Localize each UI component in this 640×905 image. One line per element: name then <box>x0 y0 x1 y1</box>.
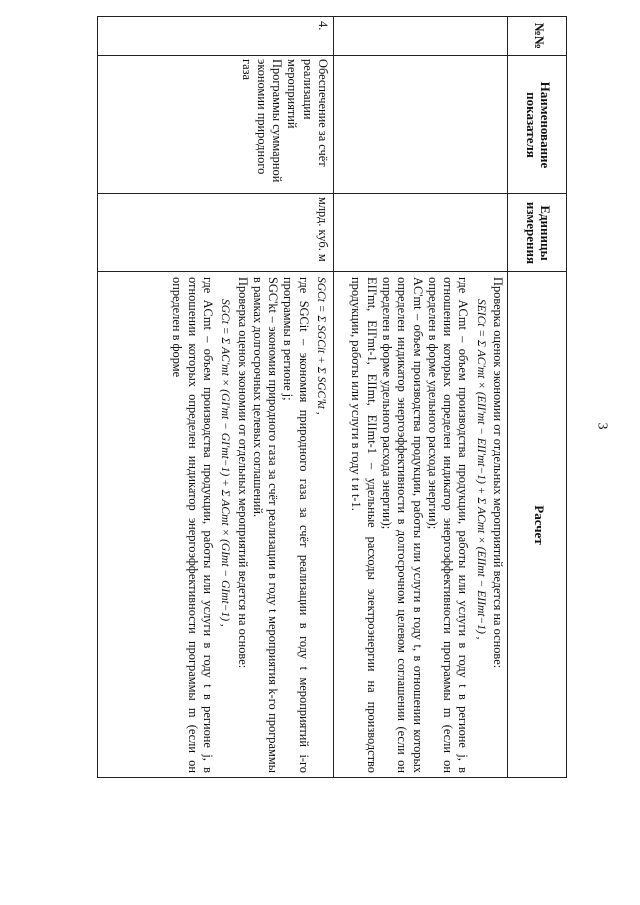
row1-formula: SEICt = Σ AC'mt × (EII'mt − EII'mt−1) + Σ ACmt × (EIImt − EIImt−1) , <box>474 299 487 640</box>
row2-num: 4. <box>316 21 330 31</box>
row2-name: Обеспечение за счёт реализации мероприятий Программы суммарной экономии природного газа <box>239 59 330 183</box>
page-number: 3 <box>594 422 610 430</box>
row2-p3: где ACmt – объем производства продукции, работы или услуги в году t в регионе j, в отношении которых определен индикатор энергоэффективности программы m (если он определен в форме <box>170 277 215 773</box>
header-unit: Единицы измерения <box>524 201 553 265</box>
row2-formula2: SGCt = Σ AC'mt × (GI'mt − GI'mt−1) + Σ ACmt × (GImt − GImt−1) , <box>219 299 232 627</box>
column-divider <box>98 55 566 56</box>
row1-p2: AC'mt – объем производства продукции, работы или услуги в году t, в отношении которых определен индикатор энергоэффективности в долгосрочном целевом соглашении (если он определен в форме удельного расхода энергии); <box>379 277 425 773</box>
row2-p2: SGC'kt – экономия природного газа за счёт реализации в году t мероприятия k-го программы в рамках долгосрочных целевых соглашений. <box>250 277 281 773</box>
indicators-table <box>97 16 567 778</box>
header-name: Наименование показателя <box>524 81 553 169</box>
rotated-table-wrapper <box>97 16 567 778</box>
row1-p1: где ACmt – объем производства продукции, работы или услуги в году t в регионе j, в отношении которых определен индикатор энергоэффективности программы m (если он определен в форме удельного расхода энергии); <box>425 277 471 773</box>
row-divider <box>333 17 334 777</box>
header-calc: Расчет <box>532 505 547 545</box>
row1-intro: Проверка оценок экономии от отдельных мероприятий ведется на основе: <box>491 277 505 669</box>
row2-p1: где SGCit – экономия природного газа за счёт реализации в году t мероприятий i-го программы в регионе j; <box>281 277 311 773</box>
row1-p3: EII'mt, EII'mt-1, EIImt, EIImt-1 – удельные расходы электроэнергии на производство продукции, работы или услуги в году t и t-1. <box>349 277 379 773</box>
column-divider <box>98 271 566 272</box>
row2-intro2: Проверка оценок экономии от отдельных мероприятий ведется на основе: <box>235 277 250 669</box>
row2-formula1: SGCt = Σ SGCit + Σ SGC'kt , <box>315 277 327 415</box>
column-divider <box>98 193 566 194</box>
row1-calc <box>348 277 505 773</box>
header-num: №№ <box>532 22 547 50</box>
row2-unit: млрд. куб. м <box>316 197 330 262</box>
row2-calc <box>169 277 330 773</box>
